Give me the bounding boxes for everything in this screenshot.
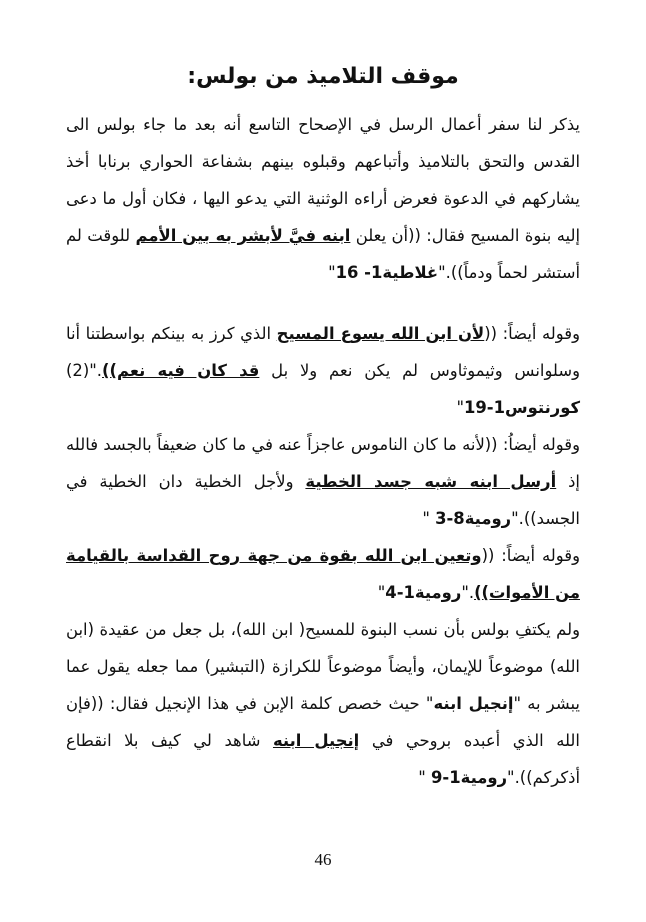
paragraph-text: " xyxy=(456,398,464,417)
underlined-quote: إنجيل ابنه xyxy=(272,731,360,750)
paragraph-romans-8 xyxy=(66,426,580,537)
underlined-quote: قد كان فيه نعم)) xyxy=(102,361,260,380)
paragraph-text: ولم يكتفِ بولس بأن نسب البنوة للمسيح( ابن الله)، بل جعل من عقيدة (ابن الله) موضوعاً للإيمان، وأيضاً موضوعاً للكرازة (التبشير) مما جعله يقول عما يبشر به " xyxy=(66,620,580,713)
paragraph-text: للوقت لم أستشر لحماً ودماً))." xyxy=(66,226,580,282)
paragraph-text: الذي كرز به بينكم بواسطتنا أنا وسلوانس وثيموثاوس لم يكن نعم ولا بل xyxy=(66,324,580,380)
scripture-reference: غلاطية1- 16 xyxy=(335,263,439,282)
scripture-reference: إنجيل ابنه xyxy=(433,694,514,713)
underlined-quote: ابنه فيَّ لأبشر به بين الأمم xyxy=(135,226,351,245)
page-number: 46 xyxy=(314,850,332,869)
scripture-reference: رومية1-9 xyxy=(431,768,508,787)
paragraph-text: " xyxy=(422,509,436,528)
underlined-quote: أرسل ابنه شبه جسد الخطية xyxy=(305,472,557,491)
paragraph-text: وقوله أيضاُ: ((لأنه ما كان الناموس عاجزاً عنه في ما كان ضعيفاً بالجسد فالله إذ xyxy=(66,435,580,491)
paragraph-romans-1-4 xyxy=(66,537,580,611)
paragraph-text: يذكر لنا سفر أعمال الرسل في الإصحاح التاسع أنه بعد ما جاء بولس الى القدس والتحق بالتلاميذ وأتباعهم وقبلوه بينهم بشفاعة الحواري برنابا أخذ يشاركهم في الدعوة فعرض أراءه الوثنية التي يدعو اليها ، فكان أول ما دعى إليه بنوة المسيح فقال: ((أن يعلن xyxy=(66,115,581,245)
paragraph-gospel-of-son xyxy=(66,611,580,796)
underlined-quote: وتعين ابن الله بقوة من جهة روح القداسة بالقيامة من الأموات)) xyxy=(66,546,580,602)
paragraph-text: " xyxy=(377,583,386,602)
paragraph-text: " حيث خصص كلمة الإبن في هذا الإنجيل فقال: ((فإن الله الذي أعبده بروحي في xyxy=(66,694,580,750)
paragraph-text: وقوله أيضاً: (( xyxy=(484,324,581,343)
paragraph-text: " xyxy=(328,263,336,282)
scripture-reference: كورنتوس1-19 xyxy=(463,398,580,417)
scripture-reference: رومية8-3 xyxy=(435,509,512,528)
paragraph-text: شاهد لي كيف بلا انقطاع أذكركم))." xyxy=(66,731,580,787)
paragraph-text: وقوله أيضاً: (( xyxy=(481,546,580,565)
paragraph-galatians xyxy=(66,106,580,291)
paragraph-text: ."(2) xyxy=(66,361,102,380)
paragraph-corinthians xyxy=(66,315,580,426)
underlined-quote: لأن ابن الله يسوع المسيح xyxy=(276,324,485,343)
paragraph-text: ولأجل الخطية دان الخطية في الجسد))." xyxy=(66,472,580,528)
scripture-reference: رومية1-4 xyxy=(385,583,462,602)
page-title: موقف التلاميذ من بولس: xyxy=(187,64,459,89)
paragraph-text: ." xyxy=(461,583,475,602)
paragraph-text: " xyxy=(418,768,432,787)
